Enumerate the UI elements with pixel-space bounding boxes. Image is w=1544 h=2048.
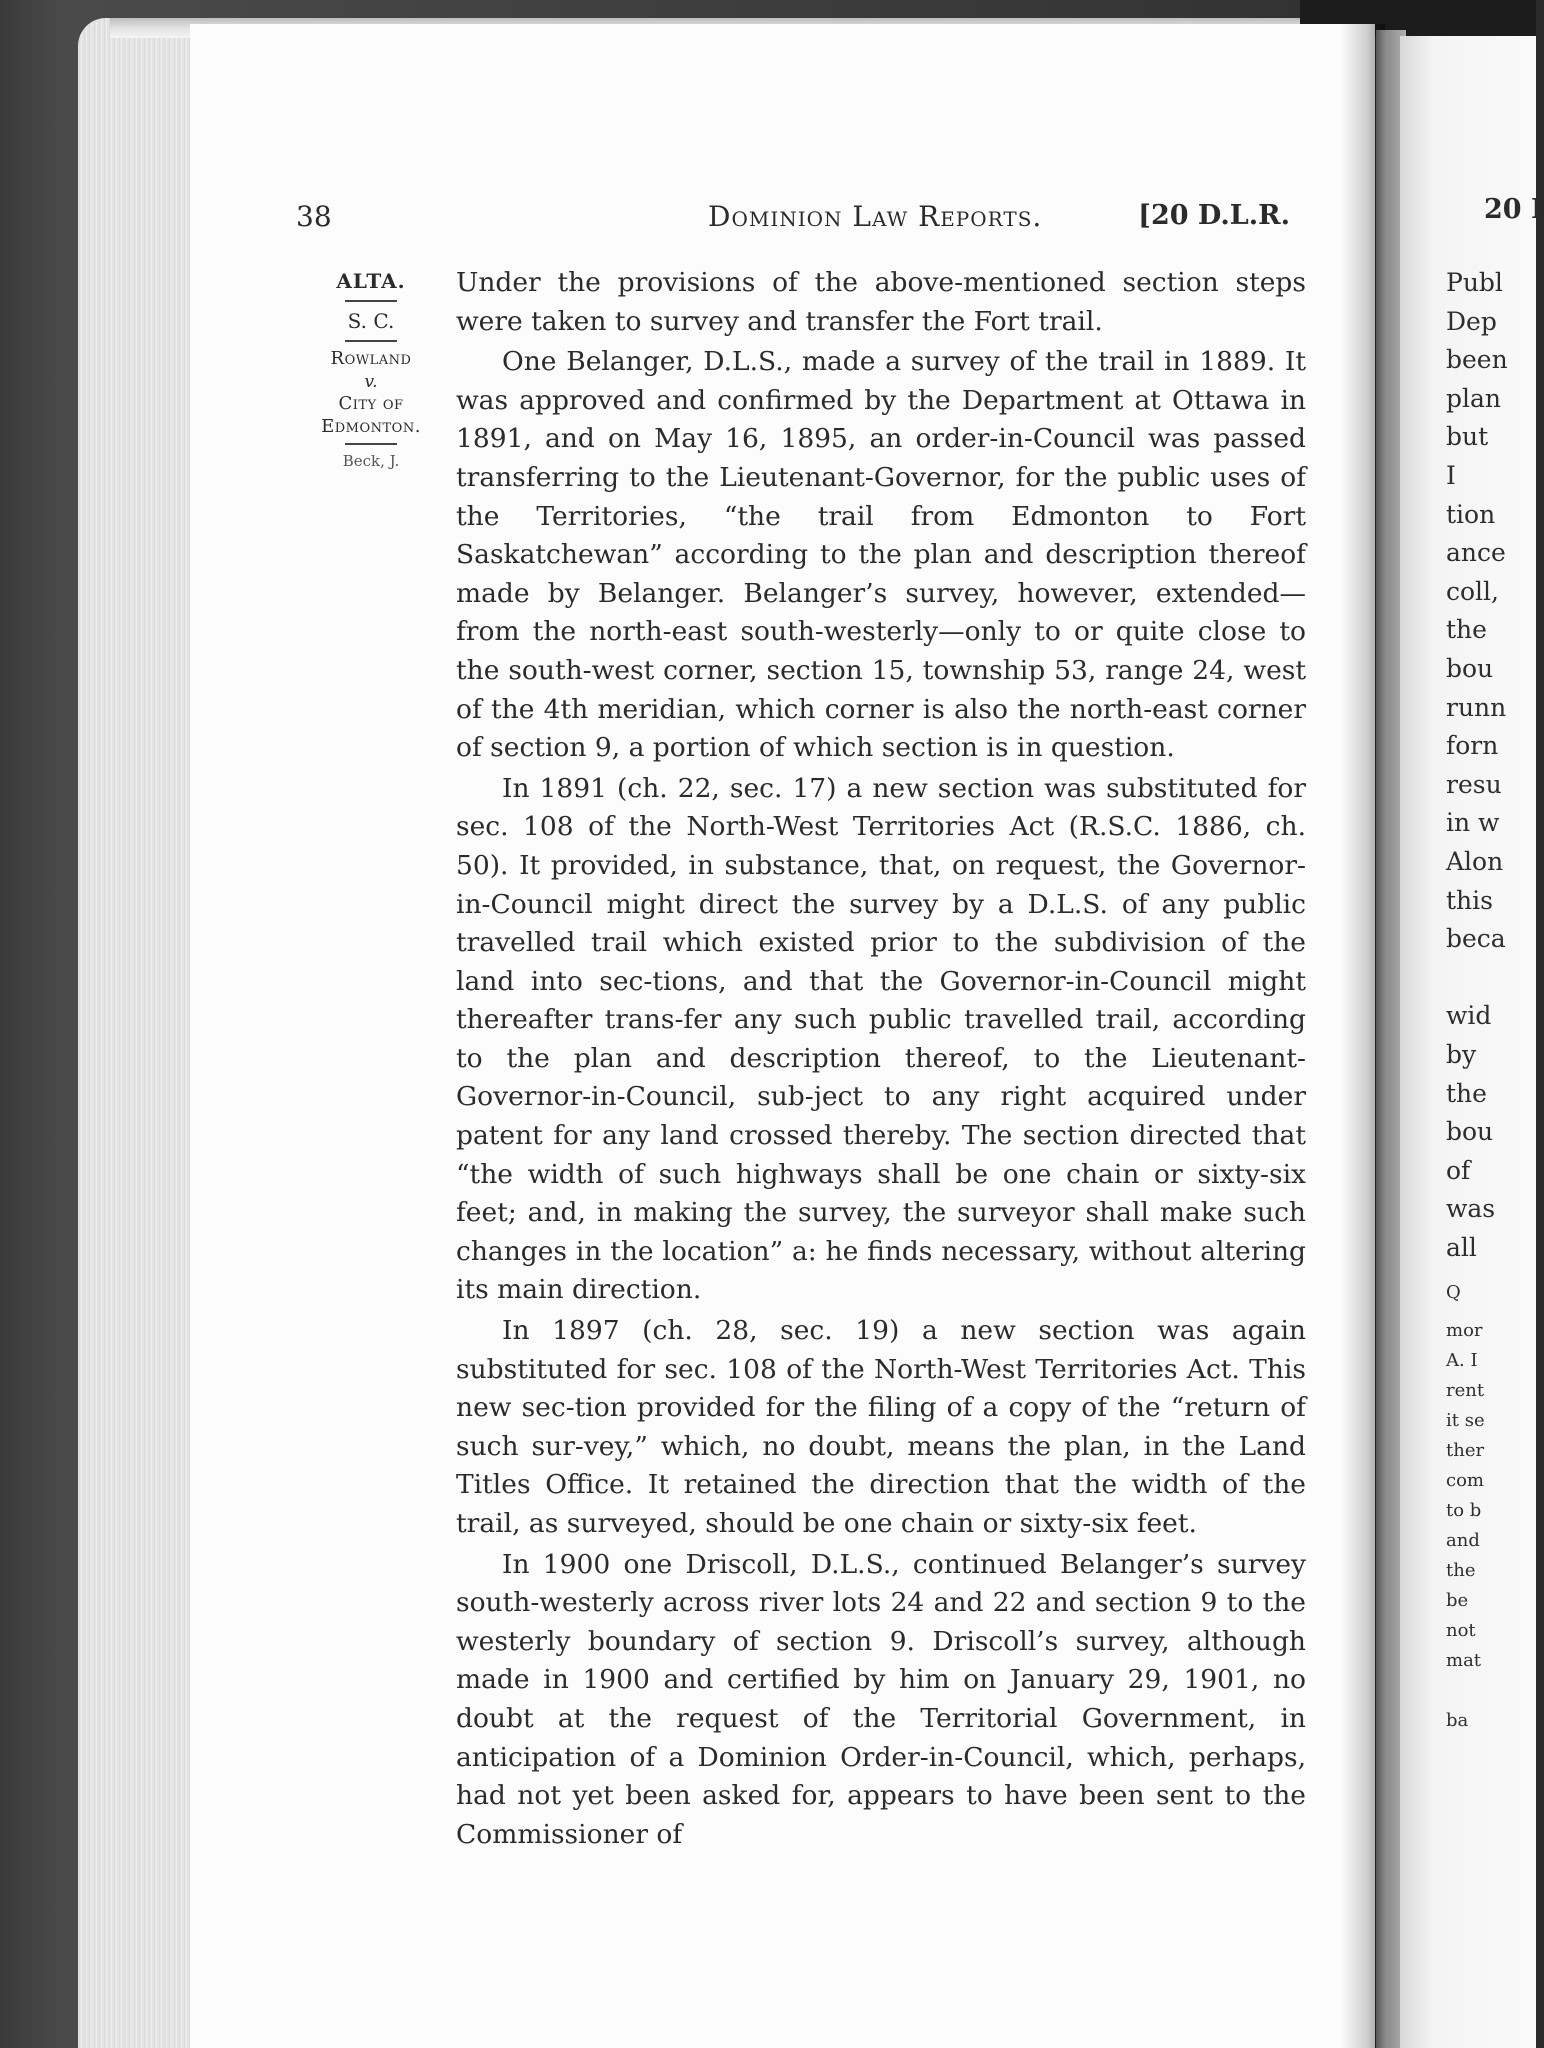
- paragraph: One Belanger, D.L.S., made a survey of the trail in 1889. It was approved and confirmed by the Department at Ottawa in 1891, and on May 16, 1895, an order-in-Council was passed transferring to the Lieutenant-Governor, for the public uses of the Territories, “the trail from Edmonton to Fort Saskatchewan” according to the plan and description thereof made by Belanger. Belanger’s survey, however, extended—from the north-east south-westerly—only to or quite close to the south-west corner, section 15, township 53, range 24, west of the 4th meridian, which corner is also the north-east corner of section 9, a portion of which section is in question.: [456, 346, 1306, 764]
- next-page-line: wid: [1446, 1001, 1492, 1031]
- next-page-footnote-line: com: [1446, 1470, 1484, 1491]
- next-page-line: all: [1446, 1233, 1477, 1262]
- margin-rule: [345, 340, 397, 342]
- margin-note: [296, 268, 446, 472]
- next-page-line: the: [1446, 1078, 1487, 1108]
- margin-versus: v.: [364, 371, 378, 392]
- next-page-line: of: [1446, 1155, 1471, 1185]
- next-page-footnote-line: mat: [1446, 1650, 1482, 1671]
- next-page-footnote-line: and: [1446, 1530, 1480, 1551]
- paragraph: In 1900 one Driscoll, D.L.S., continued Belanger’s survey south-westerly across river lots 24 and 22 and section 9 to the westerly boundary of section 9. Driscoll’s survey, although made in 1900 and certified by him on January 29, 1901, no doubt at the request of the Territorial Government, in anticipation of a Dominion Order-in-Council, which, perhaps, had not yet been asked for, appears to have been sent to the Commissioner of: [456, 1548, 1306, 1850]
- next-page-footnote-line: the: [1446, 1560, 1476, 1581]
- next-page-footnote-line: Q: [1446, 1282, 1461, 1303]
- margin-rule: [345, 300, 397, 302]
- margin-rule: [345, 443, 397, 445]
- next-page-line: resu: [1446, 769, 1502, 799]
- next-page-footnote-line: be: [1446, 1590, 1469, 1611]
- margin-judge: Beck, J.: [342, 452, 400, 471]
- next-page-line: coll,: [1446, 576, 1499, 606]
- page-number: 38: [296, 200, 332, 233]
- body-text: [456, 264, 1306, 1854]
- next-page-line: plan: [1446, 383, 1502, 413]
- next-page-line: tion: [1446, 499, 1496, 529]
- paragraph: In 1891 (ch. 22, sec. 17) a new section was substituted for sec. 108 of the North-West Territories Act (R.S.C. 1886, ch. 50). It provided, in substance, that, on request, the Governor-in-Council might direct the survey by a D.L.S. of any public travelled trail which existed prior to the subdivision of the land into sec-tions, and that the Governor-in-Council might thereafter trans-fer any such public travelled trail, according to the plan and description thereof, to the Lieutenant-Governor-in-Council, sub-ject to any right acquired under patent for any land crossed thereby. The section directed that “the width of such highways shall be one chain or sixty-six feet; and, in making the survey, the surveyor shall make such changes in the location” a: he finds necessary, without altering its main direction.: [456, 772, 1306, 1306]
- next-page-running-head: 20 I: [1484, 194, 1544, 225]
- book-page-edges: [78, 18, 208, 2048]
- next-page-line: runn: [1446, 692, 1507, 722]
- next-page-line: bou: [1446, 654, 1494, 683]
- next-page-footnote-line: not: [1446, 1620, 1476, 1641]
- next-page-line: I: [1446, 461, 1456, 490]
- margin-party-2-line2: Edmonton.: [321, 415, 421, 437]
- next-page-footnote-line: A. I: [1446, 1350, 1478, 1371]
- margin-jurisdiction: ALTA.: [336, 269, 406, 293]
- next-page-line: Publ: [1446, 268, 1503, 297]
- next-page-line: by: [1446, 1040, 1477, 1069]
- next-page-footnote-line: ba: [1446, 1710, 1469, 1731]
- margin-court: S. C.: [347, 309, 395, 333]
- next-page-line: beca: [1446, 924, 1506, 954]
- next-page-line: forn: [1446, 731, 1499, 761]
- next-page-line: but: [1446, 422, 1489, 452]
- next-page-line: bou: [1446, 1117, 1494, 1147]
- paragraph: Under the provisions of the above-mentioned section steps were taken to survey and transfer the Fort trail.: [456, 267, 1306, 337]
- next-page-line: the: [1446, 615, 1487, 645]
- running-head: [296, 196, 1296, 236]
- next-page-line: in w: [1446, 808, 1500, 838]
- next-page-line: was: [1446, 1194, 1496, 1224]
- next-page-footnote-line: mor: [1446, 1320, 1483, 1341]
- next-page-footnote-line: it se: [1446, 1410, 1485, 1431]
- next-page-footnote-line: ther: [1446, 1440, 1485, 1461]
- next-page-footnote-line: rent: [1446, 1380, 1485, 1401]
- next-page-line: ance: [1446, 538, 1506, 568]
- paragraph: In 1897 (ch. 28, sec. 19) a new section was again substituted for sec. 108 of the North-West Territories Act. This new sec-tion provided for the filing of a copy of the “return of such sur-vey,” which, no doubt, means the plan, in the Land Titles Office. It retained the direction that the width of the trail, as surveyed, should be one chain or sixty-six feet.: [456, 1315, 1306, 1539]
- margin-party-1: Rowland: [330, 348, 412, 369]
- next-page-footnote-line: to b: [1446, 1500, 1482, 1521]
- next-page-line: been: [1446, 345, 1508, 375]
- next-page-line: this: [1446, 885, 1493, 915]
- running-title: Dominion Law Reports.: [708, 200, 1043, 233]
- next-page-line: Alon: [1446, 847, 1504, 876]
- margin-party-2-line1: City of: [338, 393, 404, 415]
- running-volume: [20 D.L.R.: [1138, 200, 1290, 231]
- next-page-line: Dep: [1446, 306, 1497, 336]
